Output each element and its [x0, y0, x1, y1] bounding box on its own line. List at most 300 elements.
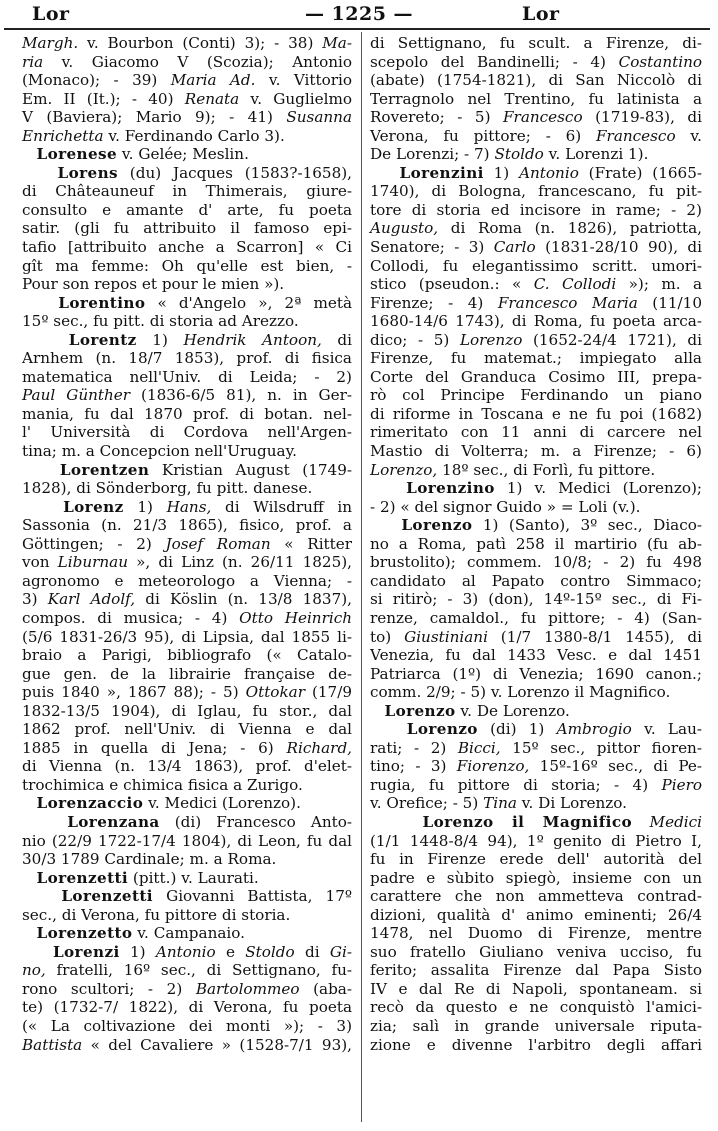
line-text: (du) Jacques (1583?-1658), — [117, 163, 353, 182]
text-line — [370, 90, 702, 109]
italic-text: Stoldo — [494, 145, 544, 164]
page-number: — 1225 — — [304, 3, 414, 25]
line-text: v. — [675, 126, 702, 145]
text-line — [370, 590, 702, 609]
text-line — [370, 720, 702, 739]
line-text: 1680-14/6 1743), di Roma, fu poeta arca- — [370, 312, 702, 331]
text-line — [22, 257, 352, 276]
italic-text: Hans, — [166, 497, 212, 516]
entry-headword: Lorenzetti — [36, 868, 129, 887]
line-text: Firenze; - 4) — [370, 293, 498, 312]
text-line — [22, 683, 352, 702]
line-text: (aba- — [299, 979, 352, 998]
line-text: (1836-6/5 81), n. in Ger- — [130, 386, 352, 405]
line-text: sec., di Verona, fu pittore di storia. — [22, 905, 291, 924]
text-line — [370, 794, 702, 813]
line-text: dizioni, qualità d' animo eminenti; 26/4 — [370, 905, 702, 924]
text-line — [370, 461, 702, 480]
text-line — [370, 275, 702, 294]
line-text: scepolo del Bandinelli; - 4) — [370, 52, 619, 71]
line-text: De Lorenzi; - 7) — [370, 145, 495, 164]
text-line — [370, 71, 702, 90]
line-text: (abate) (1754-1821), di San Niccolò di — [370, 71, 702, 90]
text-line — [370, 869, 702, 888]
italic-text: Antonio — [519, 163, 579, 182]
text-line — [370, 386, 702, 405]
line-text: IV e dal Re di Napoli, spontaneam. si — [370, 979, 702, 998]
italic-text: ria — [22, 52, 44, 71]
italic-text: C. Collodi — [533, 275, 617, 294]
text-line — [22, 90, 352, 109]
text-line — [370, 368, 702, 387]
line-text: (1/1 1448-8/4 94), 1º genito di Pietro I, — [370, 831, 702, 850]
line-text: 18º sec., di Forlì, fu pittore. — [437, 460, 656, 479]
entry-headword: Lorenzini — [399, 163, 484, 182]
line-text — [22, 498, 63, 516]
text-line — [370, 535, 702, 554]
line-text: 3) — [22, 590, 48, 609]
line-text: matematica nell'Univ. di Leida; - 2) — [22, 367, 352, 386]
line-text: »); m. a — [616, 275, 703, 294]
line-text: mania, fu dal 1870 prof. di botan. nel- — [22, 404, 352, 423]
italic-text: Augusto, — [370, 219, 439, 238]
text-line — [22, 201, 352, 220]
text-line — [22, 794, 352, 813]
line-text: 1) v. Medici (Lorenzo); — [494, 479, 703, 498]
italic-text: Ambrogio — [556, 720, 632, 739]
text-line — [370, 609, 702, 628]
line-text: to) — [370, 627, 405, 646]
line-text: di Roma (n. 1826), patriotta, — [438, 219, 702, 238]
line-text: zia; salì in grande universale riputa- — [370, 1016, 702, 1035]
line-text: Kristian August (1749- — [149, 460, 352, 479]
text-line — [22, 813, 352, 832]
text-line — [370, 294, 702, 313]
text-line — [22, 850, 352, 869]
line-text: di Wilsdruff in — [211, 497, 353, 516]
line-text: tore di storia ed incisore in rame; - 2) — [370, 200, 702, 219]
line-text: von — [22, 553, 58, 572]
line-text: rimeritato con 11 anni di carcere nel — [370, 423, 702, 442]
line-text: 1) — [123, 497, 167, 516]
line-text: v. Guglielmo — [239, 89, 352, 108]
italic-text: Liburnau — [57, 553, 128, 572]
text-line — [22, 1036, 352, 1055]
text-line — [22, 479, 352, 498]
line-text — [22, 887, 61, 905]
line-text — [370, 702, 384, 720]
text-line — [370, 572, 702, 591]
line-text — [22, 145, 36, 163]
right-column — [370, 34, 702, 1054]
entry-headword: Lorenese — [36, 145, 118, 164]
text-line — [22, 980, 352, 999]
line-text: puis 1840 », 1867 88); - 5) — [22, 683, 246, 702]
line-text — [22, 943, 53, 961]
italic-text: Bartolommeo — [195, 979, 300, 998]
line-text: v. Lau- — [631, 720, 702, 739]
line-text: carattere che non ammetteva contrad- — [370, 887, 702, 906]
line-text: no a Roma, patì 258 il martirio (fu ab- — [370, 534, 702, 553]
line-text: gît ma femme: Oh qu'elle est bien, - — [22, 256, 352, 275]
text-line — [22, 461, 352, 480]
line-text: di riforme in Toscana e ne fu poi (1682) — [370, 404, 702, 423]
entry-headword: Lorenzaccio — [36, 794, 144, 813]
line-text: v. Bourbon (Conti) 3); - 38) — [78, 34, 323, 52]
text-line — [370, 349, 702, 368]
text-line — [370, 924, 702, 943]
italic-text: Francesco Maria — [497, 293, 638, 312]
italic-text: Lorenzo, — [370, 460, 438, 479]
italic-text: Ma- — [322, 34, 352, 52]
italic-text: Margh. — [22, 34, 79, 52]
text-line — [22, 739, 352, 758]
line-text: 1740), di Bologna, francescano, fu pit- — [370, 182, 702, 201]
text-line — [370, 108, 702, 127]
line-text: », di Linz (n. 26/11 1825), — [127, 553, 352, 572]
text-line — [22, 108, 352, 127]
line-text: v. Giacomo V (Scozia); Antonio — [43, 52, 352, 71]
line-text: (di) Francesco Anto- — [159, 812, 352, 831]
line-text: di Châteauneuf in Thimerais, giure- — [22, 182, 352, 201]
text-line — [22, 423, 352, 442]
text-line — [22, 53, 352, 72]
italic-text: Ottokar — [245, 683, 305, 702]
text-line — [22, 961, 352, 980]
line-text: te) (1732-7/ 1822), di Verona, fu poeta — [22, 998, 352, 1017]
line-text: Arnhem (n. 18/7 1853), prof. di fisica — [22, 349, 352, 368]
line-text: Patriarca (1º) di Venezia; 1690 canon.; — [370, 664, 702, 683]
line-text: renze, camaldol., fu pittore; - 4) (San- — [370, 608, 702, 627]
line-text: 30/3 1789 Cardinale; m. a Roma. — [22, 850, 277, 869]
column-divider — [361, 32, 362, 1122]
line-text: tafio [attribuito anche a Scarron] « Ci — [22, 238, 352, 257]
line-text: Rovereto; - 5) — [370, 108, 504, 127]
line-text — [22, 461, 60, 479]
line-text — [632, 813, 650, 831]
line-text: - 2) « del signor Guido » = Loli (v.). — [370, 497, 641, 516]
line-text: Corte del Granduca Cosimo III, prepa- — [370, 367, 702, 386]
line-text: 1) (Santo), 3º sec., Diaco- — [472, 516, 703, 535]
line-text: rò col Principe Ferdinando un piano — [370, 386, 702, 405]
entry-headword: Lorenzo — [401, 516, 473, 535]
text-line — [22, 702, 352, 721]
line-text: brustolito); commem. 10/8; - 2) fu 498 — [370, 553, 702, 572]
line-text: v. De Lorenzo. — [455, 701, 570, 720]
line-text: nio (22/9 1722-17/4 1804), di Leon, fu dal — [22, 831, 352, 850]
text-line — [370, 257, 702, 276]
line-text: (1/7 1380-8/1 1455), di — [487, 627, 703, 646]
line-text: (1652-24/4 1721), di — [522, 330, 702, 349]
line-text: Mastio di Volterra; m. a Firenze; - 6) — [370, 442, 702, 461]
text-line — [370, 423, 702, 442]
text-line — [22, 665, 352, 684]
text-line — [370, 498, 702, 517]
left-column — [22, 34, 352, 1054]
italic-text: Hendrik Antoon, — [183, 330, 322, 349]
line-text: di — [321, 330, 352, 349]
line-text: Senatore; - 3) — [370, 238, 494, 257]
line-text: gue gen. de la librairie française de- — [22, 664, 352, 683]
line-text: « del Cavaliere » (1528-7/1 93), — [82, 1035, 352, 1054]
text-line — [22, 924, 352, 943]
text-line — [22, 498, 352, 517]
italic-text: Piero — [661, 775, 702, 794]
line-text: candidato al Papato contro Simmaco; — [370, 571, 702, 590]
line-text: v. Lorenzi 1). — [543, 145, 649, 164]
line-text: Venezia, fu dal 1433 Vesc. e dal 1451 — [370, 646, 702, 665]
line-text: rono scultori; - 2) — [22, 979, 196, 998]
italic-text: Maria Ad. — [170, 71, 256, 90]
line-text — [22, 924, 36, 942]
line-text — [370, 813, 423, 831]
line-text: fu in Firenze erede dell' autorità del — [370, 850, 702, 869]
text-line — [22, 1017, 352, 1036]
text-line — [370, 776, 702, 795]
text-line — [370, 219, 702, 238]
italic-text: no, — [22, 961, 46, 980]
italic-text: Paul Günther — [22, 386, 131, 405]
italic-text: Lorenzo — [459, 330, 523, 349]
text-line — [22, 405, 352, 424]
line-text — [370, 164, 399, 182]
text-line — [370, 998, 702, 1017]
text-line — [22, 127, 352, 146]
line-text: recò da questo e ne conquistò l'amici- — [370, 998, 702, 1017]
text-line — [370, 813, 702, 832]
text-line — [22, 238, 352, 257]
line-text: « d'Angelo », 2ª metà — [145, 293, 353, 312]
line-text: Collodi, fu elegantissimo scritt. umori- — [370, 256, 702, 275]
entry-headword: Lorenz — [63, 497, 124, 516]
line-text: Pour son repos et pour le mien »). — [22, 275, 285, 294]
text-line — [22, 182, 352, 201]
text-line — [370, 1017, 702, 1036]
text-line — [370, 887, 702, 906]
italic-text: Francesco — [503, 108, 583, 127]
text-line — [22, 590, 352, 609]
line-text — [370, 479, 406, 497]
text-line — [22, 71, 352, 90]
text-line — [370, 34, 702, 53]
line-text: compos. di musica; - 4) — [22, 608, 240, 627]
entry-headword: Lorenzetti — [61, 887, 153, 906]
italic-text: Giustiniani — [404, 627, 488, 646]
text-line — [370, 850, 702, 869]
text-line — [370, 665, 702, 684]
line-text: (1719-83), di — [582, 108, 702, 127]
line-text: di Köslin (n. 13/8 1837), — [135, 590, 353, 609]
italic-text: Bicci, — [457, 738, 501, 757]
line-text: 1885 in quella di Jena; - 6) — [22, 738, 287, 757]
text-line — [370, 906, 702, 925]
text-line — [370, 201, 702, 220]
line-text: e — [215, 942, 246, 961]
line-text: di Settignano, fu scult. a Firenze, di- — [370, 34, 702, 52]
line-text: di Vienna (n. 13/4 1863), prof. d'elet- — [22, 757, 352, 776]
text-line — [22, 386, 352, 405]
text-line — [22, 757, 352, 776]
line-text: 1) — [483, 163, 520, 182]
text-line — [370, 405, 702, 424]
line-text: Göttingen; - 2) — [22, 534, 166, 553]
text-line — [370, 628, 702, 647]
line-text — [22, 294, 58, 312]
line-text: ferito; assalita Firenze dal Papa Sisto — [370, 961, 702, 980]
italic-text: Tina — [483, 794, 517, 813]
entry-headword: Lorenzana — [67, 812, 160, 831]
line-text: (di) 1) — [477, 720, 557, 739]
line-text: v. Orefice; - 5) — [370, 794, 484, 813]
italic-text: Battista — [22, 1035, 83, 1054]
italic-text: Enrichetta — [22, 126, 104, 145]
text-line — [370, 182, 702, 201]
text-line — [22, 535, 352, 554]
text-line — [370, 832, 702, 851]
entry-headword: Lorenzo — [406, 720, 478, 739]
text-line — [370, 312, 702, 331]
line-text: fratelli, 16º sec., di Settignano, fu- — [45, 961, 352, 980]
line-text: zione e divenne l'arbitro degli affari — [370, 1035, 702, 1054]
text-line — [370, 702, 702, 721]
line-text: V (Baviera); Mario 9); - 41) — [22, 108, 287, 127]
text-line — [370, 442, 702, 461]
line-text: 15º sec., pittor fioren- — [500, 738, 702, 757]
line-text: 1862 prof. nell'Univ. di Vienna e dal — [22, 720, 352, 739]
line-text: v. Gelée; Meslin. — [117, 145, 249, 164]
text-line — [370, 479, 702, 498]
text-line — [370, 145, 702, 164]
line-text: 15º sec., fu pitt. di storia ad Arezzo. — [22, 312, 299, 331]
entry-headword: Lorenzi — [52, 942, 120, 961]
line-text: braio a Parigi, bibliografo (« Catalo- — [22, 646, 352, 665]
text-line — [22, 516, 352, 535]
entry-headword: Lorenzino — [406, 479, 495, 498]
text-line — [22, 628, 352, 647]
italic-text: Otto Heinrich — [239, 608, 352, 627]
italic-text: Fiorenzo, — [456, 757, 530, 776]
text-line — [22, 776, 352, 795]
text-line — [22, 219, 352, 238]
entry-headword: Lorenzetto — [36, 924, 133, 943]
line-text: (pitt.) v. Laurati. — [128, 868, 259, 887]
text-line — [22, 312, 352, 331]
italic-text: Karl Adolf, — [47, 590, 136, 609]
italic-text: Gi- — [329, 942, 352, 961]
header-rule — [4, 28, 710, 30]
line-text: Giovanni Battista, 17º — [152, 887, 353, 906]
italic-text: Francesco — [596, 126, 676, 145]
text-line — [370, 739, 702, 758]
text-line — [22, 832, 352, 851]
text-line — [22, 368, 352, 387]
text-line — [370, 646, 702, 665]
line-text: agronomo e meteorologo a Vienna; - — [22, 571, 352, 590]
line-text: v. Ferdinando Carlo 3). — [103, 126, 285, 145]
line-text: v. Vittorio — [255, 71, 353, 90]
line-text: Sassonia (n. 21/3 1865), fisico, prof. a — [22, 516, 352, 535]
line-text: 1) — [136, 330, 184, 349]
text-line — [22, 998, 352, 1017]
line-text: 1828), di Sönderborg, fu pitt. danese. — [22, 479, 313, 498]
text-line — [22, 145, 352, 164]
text-line — [370, 553, 702, 572]
text-line — [22, 609, 352, 628]
text-line — [22, 887, 352, 906]
line-text: Terragnolo nel Trentino, fu latinista a — [370, 89, 702, 108]
line-text: padre e sùbito spiegò, insieme con un — [370, 868, 702, 887]
entry-headword: Lorentino — [58, 293, 146, 312]
text-line — [370, 1036, 702, 1055]
line-text: (11/10 — [637, 293, 702, 312]
header-right-guideword: Lor — [522, 3, 560, 25]
line-text: di — [294, 942, 330, 961]
line-text: rati; - 2) — [370, 738, 458, 757]
entry-headword: Lorentzen — [59, 460, 150, 479]
entry-headword: Lorenzo — [384, 701, 456, 720]
italic-text: Carlo — [493, 238, 536, 257]
entry-headword: Lorenzo il Magnifico — [422, 812, 633, 831]
text-line — [22, 646, 352, 665]
text-line — [370, 980, 702, 999]
line-text: satir. (gli fu attribuito il famoso epi- — [22, 219, 352, 238]
line-text: consulto e amante d' arte, fu poeta — [22, 200, 352, 219]
text-line — [370, 757, 702, 776]
line-text: tino; - 3) — [370, 757, 457, 776]
text-line — [370, 164, 702, 183]
text-line — [370, 53, 702, 72]
text-line — [370, 943, 702, 962]
text-line — [22, 869, 352, 888]
line-text — [370, 516, 401, 534]
text-line — [22, 442, 352, 461]
text-line — [22, 553, 352, 572]
line-text: « Ritter — [270, 534, 353, 553]
text-line — [22, 275, 352, 294]
italic-text: Josef Roman — [165, 534, 271, 553]
text-line — [370, 961, 702, 980]
line-text: (5/6 1831-26/3 95), di Lipsia, dal 1855 li- — [22, 627, 352, 646]
line-text: 15º-16º sec., di Pe- — [529, 757, 702, 776]
line-text: v. Medici (Lorenzo). — [143, 794, 301, 813]
line-text: Em. II (It.); - 40) — [22, 89, 185, 108]
text-line — [22, 164, 352, 183]
header-left-guideword: Lor — [32, 3, 70, 25]
line-text: dico; - 5) — [370, 330, 460, 349]
italic-text: Richard, — [286, 738, 352, 757]
line-text: 1832-13/5 1904), di Iglau, fu stor., dal — [22, 701, 352, 720]
text-line — [370, 516, 702, 535]
line-text: v. Campanaio. — [132, 924, 245, 943]
line-text: stico (pseudon.: « — [370, 275, 534, 294]
line-text: 1) — [119, 942, 156, 961]
line-text: (Monaco); - 39) — [22, 71, 171, 90]
text-line — [22, 34, 352, 53]
italic-text: Renata — [184, 89, 240, 108]
line-text: rugia, fu pittore di storia; - 4) — [370, 775, 662, 794]
text-line — [22, 943, 352, 962]
line-text: Firenze, fu matemat.; impiegato alla — [370, 349, 702, 368]
line-text: (17/9 — [304, 683, 352, 702]
line-text: trochimica e chimica fisica a Zurigo. — [22, 775, 303, 794]
italic-text: Antonio — [155, 942, 216, 961]
text-line — [370, 331, 702, 350]
line-text: Verona, fu pittore; - 6) — [370, 126, 597, 145]
text-line — [22, 572, 352, 591]
text-line — [22, 331, 352, 350]
line-text — [22, 331, 69, 349]
line-text: (« La coltivazione dei monti »); - 3) — [22, 1016, 352, 1035]
